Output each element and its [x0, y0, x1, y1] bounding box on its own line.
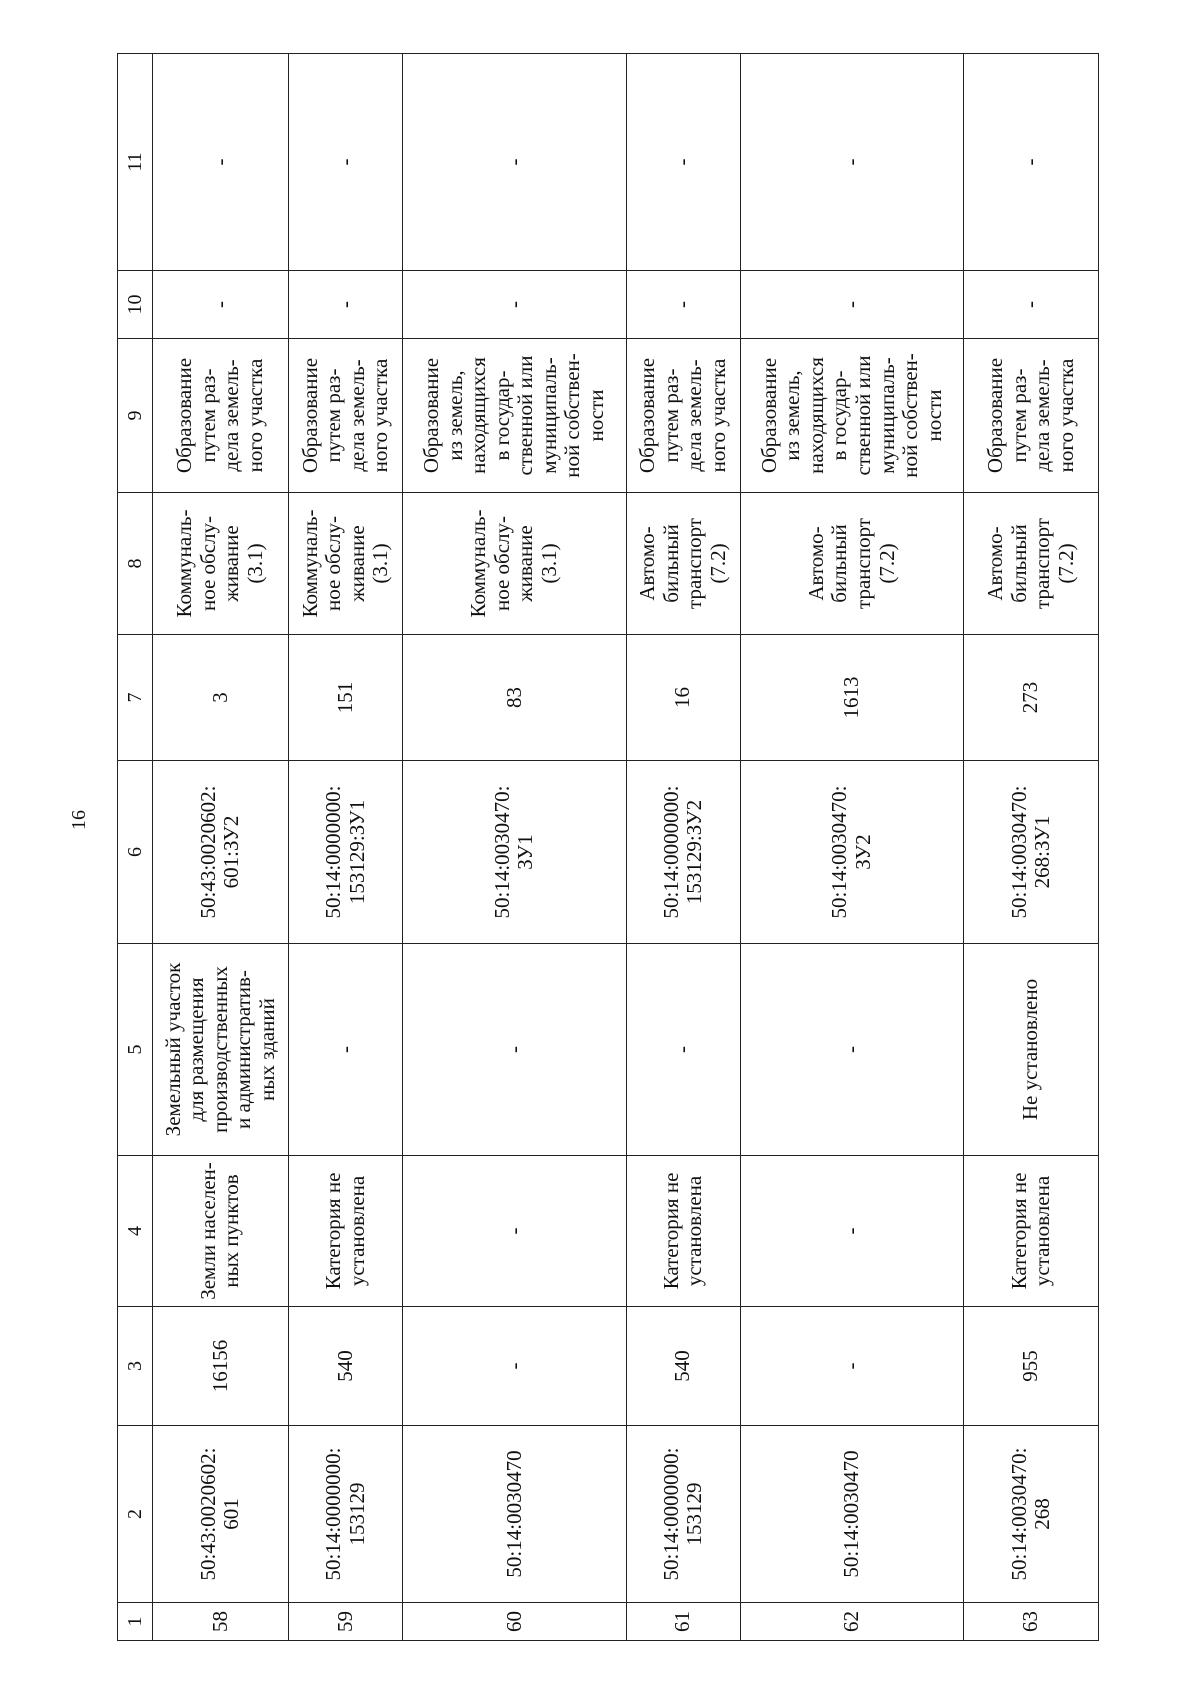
table-cell: -	[626, 944, 740, 1156]
table-body	[153, 54, 1099, 1641]
table-cell: 50:14:0030470	[740, 1426, 963, 1603]
table-cell: 50:14:0000000: 153129:ЗУ1	[288, 761, 402, 944]
table-cell: 61	[626, 1603, 740, 1641]
table-cell: -	[403, 944, 626, 1156]
table-cell: Образование путем раз- дела земель- ного участка	[288, 339, 402, 493]
rotated-table-container	[117, 54, 1099, 1641]
table-cell: 58	[153, 1603, 289, 1641]
table-cell: Коммуналь- ное обслу- живание (3.1)	[403, 493, 626, 635]
table-cell: -	[288, 271, 402, 339]
table-cell: Земли населен- ных пунктов	[153, 1156, 289, 1307]
table-cell: Образование путем раз- дела земель- ного участка	[626, 339, 740, 493]
table-row	[153, 54, 289, 1641]
table-cell: 540	[288, 1307, 402, 1426]
table-cell: -	[740, 944, 963, 1156]
table-cell: -	[740, 1156, 963, 1307]
column-header: 5	[118, 944, 153, 1156]
table-cell: Образование путем раз- дела земель- ного участка	[964, 339, 1099, 493]
table-cell: 63	[964, 1603, 1099, 1641]
table-row	[288, 54, 402, 1641]
table-cell: -	[740, 271, 963, 339]
table-cell: -	[153, 54, 289, 271]
table-cell: 151	[288, 635, 402, 761]
table-cell: 50:14:0030470: 268	[964, 1426, 1099, 1603]
table-cell: Категория не установлена	[626, 1156, 740, 1307]
table-cell: 273	[964, 635, 1099, 761]
column-header: 9	[118, 339, 153, 493]
table-row	[740, 54, 963, 1641]
table-cell: 50:43:0020602: 601:ЗУ2	[153, 761, 289, 944]
table-cell: Автомо- бильный транспорт (7.2)	[964, 493, 1099, 635]
table-cell: -	[288, 944, 402, 1156]
table-cell: Образование из земель, находящихся в государ- ственной или муниципаль- ной собствен- ности	[403, 339, 626, 493]
table-cell: 50:14:0000000: 153129:ЗУ2	[626, 761, 740, 944]
table-cell: -	[403, 1156, 626, 1307]
table-cell: -	[403, 54, 626, 271]
table-cell: 3	[153, 635, 289, 761]
table-header-row	[118, 54, 153, 1641]
table-cell: 955	[964, 1307, 1099, 1426]
table-row	[964, 54, 1099, 1641]
table-cell: 50:14:0000000: 153129	[288, 1426, 402, 1603]
table-cell: 50:14:0030470: 268:ЗУ1	[964, 761, 1099, 944]
column-header: 2	[118, 1426, 153, 1603]
table-cell: Автомо- бильный транспорт (7.2)	[626, 493, 740, 635]
table-cell: 50:14:0030470	[403, 1426, 626, 1603]
table-cell: Образование из земель, находящихся в государ- ственной или муниципаль- ной собствен- ности	[740, 339, 963, 493]
land-plot-table	[117, 53, 1099, 1641]
column-header: 10	[118, 271, 153, 339]
table-cell: Земельный участок для размещения производственных и административ- ных зданий	[153, 944, 289, 1156]
table-cell: -	[964, 54, 1099, 271]
table-row	[403, 54, 626, 1641]
column-header: 3	[118, 1307, 153, 1426]
table-cell: Коммуналь- ное обслу- живание (3.1)	[153, 493, 289, 635]
table-cell: -	[403, 271, 626, 339]
column-header: 4	[118, 1156, 153, 1307]
table-cell: 62	[740, 1603, 963, 1641]
table-cell: 50:14:0000000: 153129	[626, 1426, 740, 1603]
table-cell: Образование путем раз- дела земель- ного участка	[153, 339, 289, 493]
column-header: 8	[118, 493, 153, 635]
table-cell: 59	[288, 1603, 402, 1641]
column-header: 1	[118, 1603, 153, 1641]
table-cell: -	[626, 54, 740, 271]
page-number: 16	[68, 810, 90, 830]
table-cell: Коммуналь- ное обслу- живание (3.1)	[288, 493, 402, 635]
table-cell: -	[626, 271, 740, 339]
table-cell: 1613	[740, 635, 963, 761]
table-cell: -	[403, 1307, 626, 1426]
table-cell: 16156	[153, 1307, 289, 1426]
table-cell: 50:14:0030470: ЗУ2	[740, 761, 963, 944]
table-cell: -	[740, 54, 963, 271]
table-cell: 60	[403, 1603, 626, 1641]
column-header: 7	[118, 635, 153, 761]
table-cell: Категория не установлена	[964, 1156, 1099, 1307]
table-cell: Автомо- бильный транспорт (7.2)	[740, 493, 963, 635]
table-row	[626, 54, 740, 1641]
table-cell: 540	[626, 1307, 740, 1426]
table-cell: -	[740, 1307, 963, 1426]
table-cell: 16	[626, 635, 740, 761]
table-cell: -	[153, 271, 289, 339]
table-cell: Категория не установлена	[288, 1156, 402, 1307]
table-cell: -	[964, 271, 1099, 339]
column-header: 6	[118, 761, 153, 944]
table-cell: 83	[403, 635, 626, 761]
column-header: 11	[118, 54, 153, 271]
table-cell: 50:43:0020602: 601	[153, 1426, 289, 1603]
table-cell: -	[288, 54, 402, 271]
table-cell: 50:14:0030470: ЗУ1	[403, 761, 626, 944]
table-cell: Не установлено	[964, 944, 1099, 1156]
